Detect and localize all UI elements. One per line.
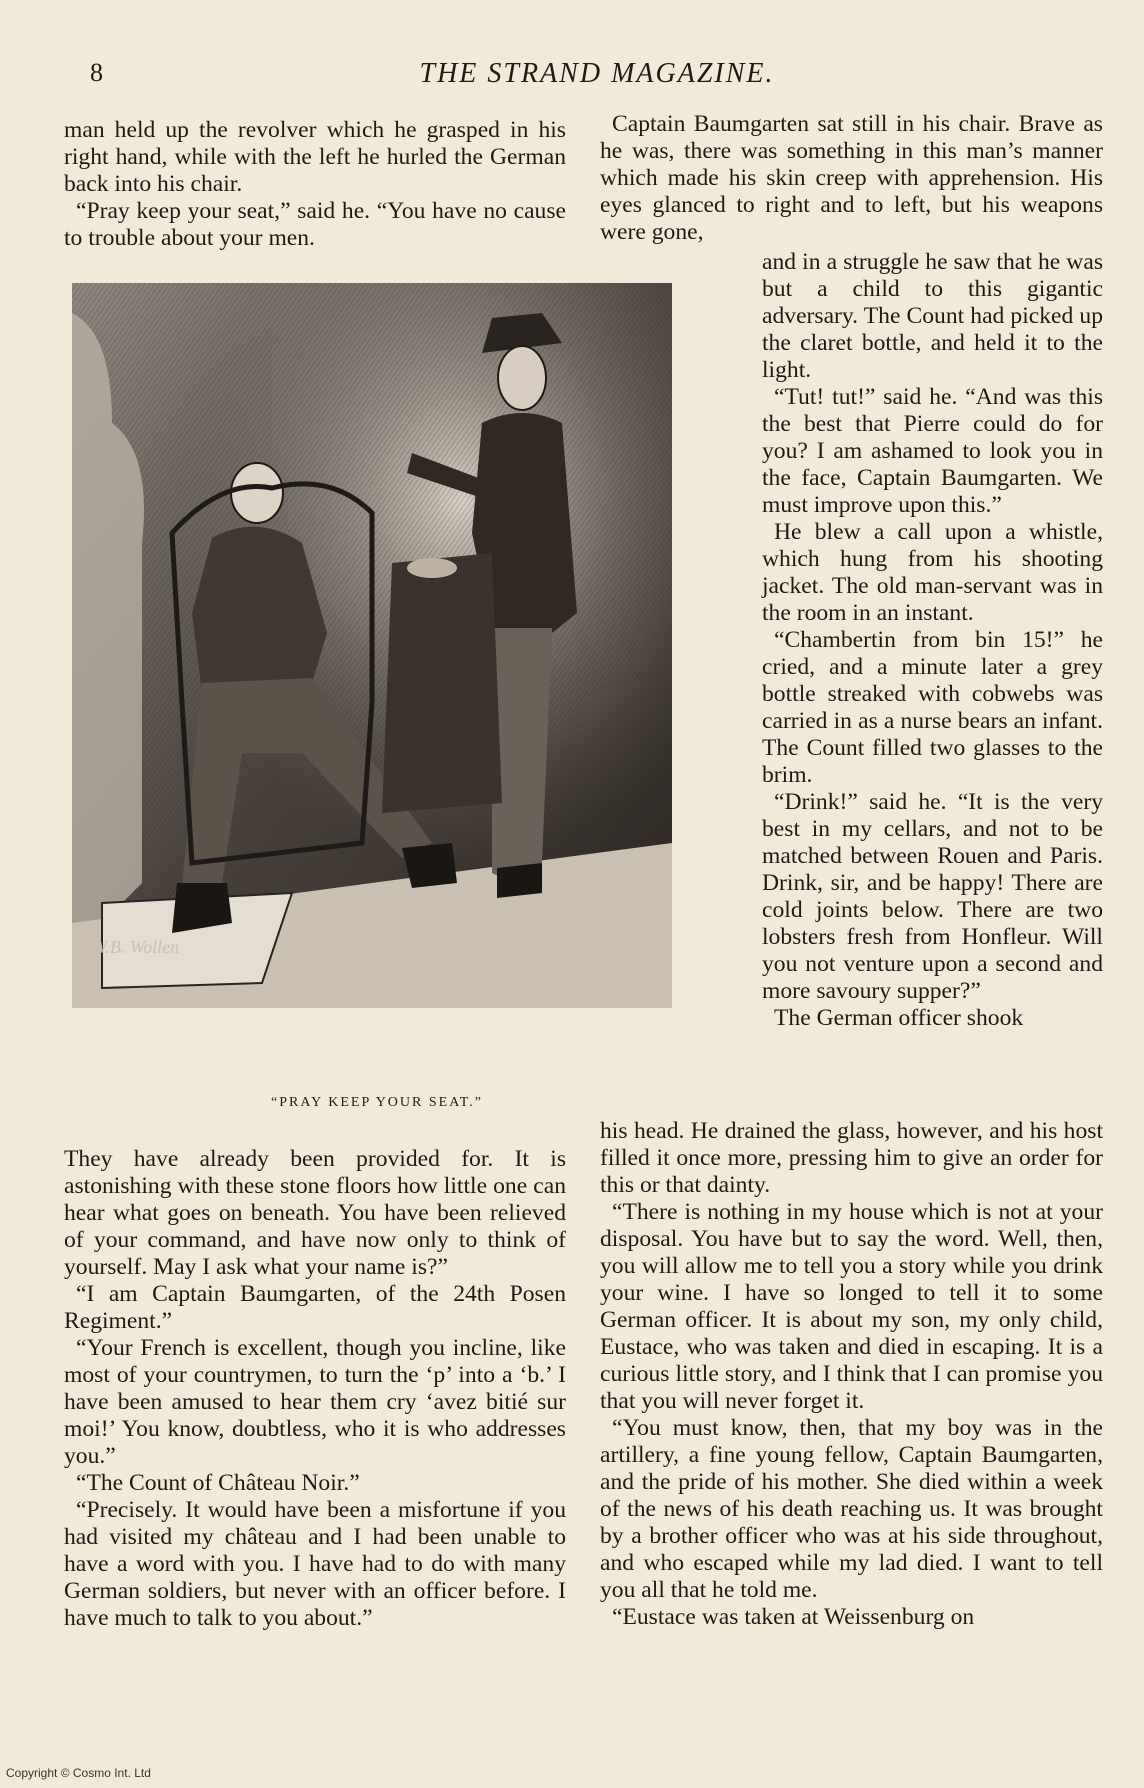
paragraph: “You must know, then, that my boy was in the artillery, a fine young fellow, Captain Baumgarten, and the pride of his mother. She died within a week of the news of his death reaching us. It was brought by a brother officer who was at his side throughout, and who escaped while my lad died. I want to tell you all that he told me. — [600, 1415, 1103, 1603]
paragraph: He blew a call upon a whistle, which hung from his shooting jacket. The old man-servant was in the room in an instant. — [762, 519, 1103, 626]
right-column-narrow — [762, 249, 1103, 1032]
paragraph: and in a struggle he saw that he was but a child to this gigantic adversary. The Count had picked up the claret bottle, and held it to the light. — [762, 249, 1103, 383]
running-title: THE STRAND MAGAZINE. — [419, 58, 775, 89]
page-number: 8 — [90, 58, 103, 87]
right-column-top — [600, 111, 1103, 246]
paragraph: man held up the revolver which he grasped in his right hand, while with the left he hurled the German back into his chair. — [64, 117, 566, 197]
paragraph: “I am Captain Baumgarten, of the 24th Posen Regiment.” — [64, 1281, 566, 1334]
paragraph: “Chambertin from bin 15!” he cried, and a minute later a grey bottle streaked with cobwebs was carried in as a nurse bears an infant. The Count filled two glasses to the brim. — [762, 627, 1103, 788]
copyright-notice: Copyright © Cosmo Int. Ltd — [6, 1766, 151, 1780]
paragraph: “Your French is excellent, though you incline, like most of your countrymen, to turn the ‘p’ into a ‘b.’ I have been amused to hear them cry ‘avez bitié sur moi!’ You know, doubtless, who it is who addresses you.” — [64, 1335, 566, 1469]
illustration-caption: “PRAY KEEP YOUR SEAT.” — [270, 1095, 483, 1110]
engraving-image — [72, 283, 682, 1083]
paragraph: “Eustace was taken at Weissenburg on — [612, 1604, 975, 1630]
paragraph: “The Count of Château Noir.” — [76, 1470, 360, 1496]
artist-signature: W.B. Wollen — [92, 937, 180, 957]
paragraph: Captain Baumgarten sat still in his chair. Brave as he was, there was something in this man’s manner which made his skin creep with apprehension. His eyes glanced to right and to left, but his weapons were gone, — [600, 111, 1103, 245]
paragraph: “Pray keep your seat,” said he. “You have no cause to trouble about your men. — [64, 198, 566, 251]
paragraph: his head. He drained the glass, however, and his host filled it once more, pressing him to give an order for this or that dainty. — [600, 1118, 1103, 1198]
paragraph: “Drink!” said he. “It is the very best in my cellars, and not to be matched between Rouen and Paris. Drink, sir, and be happy! There are cold joints below. There are two lobsters fresh from Honfleur. Will you not venture upon a second and more savoury supper?” — [762, 789, 1103, 1004]
paragraph: The German officer shook — [774, 1005, 1024, 1031]
paragraph: “Precisely. It would have been a misfortune if you had visited my château and I had been unable to have a word with you. I have had to do with many German soldiers, but never with an officer before. I have much to talk to you about.” — [64, 1497, 566, 1631]
right-column-bottom — [600, 1118, 1103, 1631]
paragraph: “There is nothing in my house which is not at your disposal. You have but to say the word. Well, then, you will allow me to tell you a story while you drink your wine. I have so longed to tell it to some German officer. It is about my son, my only child, Eustace, who was taken and died in escaping. It is a curious little story, and I think that I can promise you that you will never forget it. — [600, 1199, 1103, 1414]
left-column-bottom — [64, 1146, 566, 1632]
illustration — [72, 283, 682, 1083]
page-header — [90, 58, 1104, 98]
left-column-top — [64, 117, 566, 252]
paragraph: “Tut! tut!” said he. “And was this the best that Pierre could do for you? I am ashamed to look you in the face, Captain Baumgarten. We must improve upon this.” — [762, 384, 1103, 518]
paragraph: They have already been provided for. It is astonishing with these stone floors how little one can hear what goes on beneath. You have been relieved of your command, and have now only to think of yourself. May I ask what your name is?” — [64, 1146, 566, 1280]
